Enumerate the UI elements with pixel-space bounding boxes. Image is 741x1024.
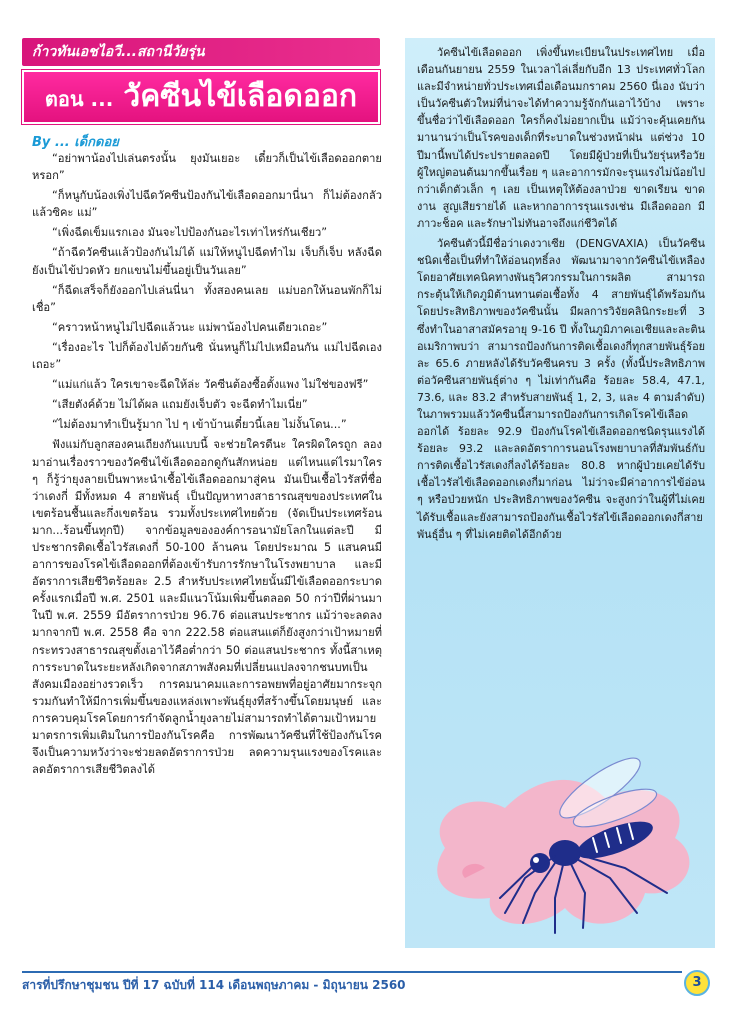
- mosquito-illustration: [405, 728, 715, 948]
- mosquito-thorax: [549, 840, 581, 866]
- dialogue-paragraph: “เสียตังค์ด้วย ไม่ได้ผล แถมยังเจ็บตัว จะฉีดทำไมเนี่ย”: [52, 398, 308, 412]
- right-column: [405, 38, 715, 948]
- body-paragraph: วัคซีนไข้เลือดออก เพิ่งขึ้นทะเบียนในประเทศไทย เมื่อเดือนกันยายน 2559 ในเวลาไล่เลี่ยกับอีก 13 ประเทศทั่วโลกและมีจำหน่ายทั่วประเทศเมื่อเดือนมกราคม 2560 นี่เอง นับว่าเป็นวัคซีนตัวใหม่ที่น่าจะได้ทำความรู้จักกันเอาไว้บ้าง เพราะขึ้นชื่อว่าไข้เลือดออก ใครก็คงไม่อยากเป็น แม้ว่าจะคุ้นเคยกันมานานว่าเป็นโรคของเด็กที่ระบาดในช่วงหน้าฝน แต่ช่วง 10 ปีมานี้พบได้ประปรายตลอดปี โดยมีผู้ป่วยที่เป็นวัยรุ่นหรือวัยผู้ใหญ่ตอนต้นมากขึ้นเรื่อย ๆ และอาการมักจะรุนแรงไม่น้อยไปกว่าเด็กตัวเล็ก ๆ เลย เป็นเหตุให้ต้องลาป่วย ขาดเรียน ขาดงาน สูญเสียรายได้ และหากอาการรุนแรงเช่น มีเลือดออก มีภาวะช็อค และรักษาไม่ทันอาจถึงแก่ชีวิตได้: [417, 46, 705, 230]
- body-paragraph: วัคซีนตัวนี้มีชื่อว่าเดงวาเซีย (DENGVAXIA) เป็นวัคซีนชนิดเชื้อเป็นที่ทำให้อ่อนฤทธิ์ลง พัฒนามาจากวัคซีนไข้เหลืองโดยอาศัยเทคนิคทางพันธุวิศวกรรมในการผลิต สามารถกระตุ้นให้เกิดภูมิต้านทานต่อเชื้อทั้ง 4 สายพันธุ์ได้พร้อมกัน โดยประสิทธิภาพของวัคซีนนั้น มีผลการวิจัยคลินิกระยะที่ 3 ซึ่งทำในอาสาสมัครอายุ 9-16 ปี ทั้งในภูมิภาคเอเชียและละตินอเมริกาพบว่า สามารถป้องกันการติดเชื้อเดงกี่ทุกสายพันธุ์ร้อยละ 65.6 ภายหลังได้รับวัคซีนครบ 3 ครั้ง (ทั้งนี้ประสิทธิภาพต่อวัคซีนสายพันธุ์ต่าง ๆ ไม่เท่ากันคือ ร้อยละ 58.4, 47.1, 73.6, และ 83.2 สำหรับสายพันธุ์ 1, 2, 3, และ 4 ตามลำดับ) ในภาพรวมแล้ววัคซีนนี้สามารถป้องกันการเกิดโรคไข้เลือดออกได้ ร้อยละ 92.9 ป้องกันโรคไข้เลือดออกชนิดรุนแรงได้ร้อยละ 93.2 และลดอัตราการนอนโรงพยาบาลที่สัมพันธ์กับการติดเชื้อไวรัสเดงกี่ลงได้ร้อยละ 80.8 หากผู้ป่วยเคยได้รับเชื้อไวรัสไข้เลือดออกเดงกี่มาก่อน ไม่ว่าจะมีค่าอาการไข้อ่อน ๆ หรือป่วยหนัก ประสิทธิภาพของวัคซีน จะสูงกว่าในผู้ที่ไม่เคยได้รับเชื้อและยังสามารถป้องกันเชื้อไวรัสไข้เลือดออกเดงกี่สายพันธุ์อื่น ๆ ที่ไม่เคยติดได้อีกด้วย: [417, 237, 705, 541]
- footer-publication: สารที่ปรึกษาชุมชน ปีที่ 17 ฉบับที่ 114 เดือนพฤษภาคม - มิถุนายน 2560: [22, 978, 406, 992]
- article-title: [22, 70, 380, 124]
- page-number: 3: [684, 970, 710, 996]
- dialogue-paragraph: “คราวหน้าหนูไม่ไปฉีดแล้วนะ แม่พาน้องไปคนเดียวเถอะ”: [52, 320, 328, 334]
- dialogue-paragraph: “แม่แก่แล้ว ใครเขาจะฉีดให้ล่ะ วัคซีนต้องซื้อตั้งแพง ไม่ใช่ของฟรี”: [52, 378, 369, 392]
- dialogue-paragraph: “ก็หนูกับน้องเพิ่งไปฉีดวัคซีนป้องกันไข้เลือดออกมานี่นา ก็ไม่ต้องกลัวแล้วซิคะ แม่”: [32, 189, 382, 220]
- left-column: [32, 150, 382, 970]
- dialogue-paragraph: “อย่าพาน้องไปเล่นตรงนั้น ยุงมันเยอะ เดี๋ยวก็เป็นไข้เลือดออกตายหรอก”: [32, 152, 382, 183]
- byline: By ... เด็กดอย: [32, 135, 119, 150]
- dialogue-paragraph: “เรื่องอะไร ไปก็ต้องไปด้วยกันซิ นั่นหนูก็ไม่ไปเหมือนกัน แม่ไปฉีดเองเถอะ”: [32, 340, 382, 372]
- right-column-text: [417, 44, 705, 546]
- title-prefix: ตอน ...: [44, 87, 114, 111]
- dialogue-paragraph: “ไม่ต้องมาทำเป็นรู้มาก ไป ๆ เข้าบ้านเดี๋ยวนี้เลย ไม่งั้นโดน...”: [52, 418, 347, 432]
- dialogue-paragraph: “ถ้าฉีดวัคซีนแล้วป้องกันไม่ได้ แม่ให้หนูไปฉีดทำไม เจ็บก็เจ็บ หลังฉีดยังเป็นไข้ปวดหัว ยกแขนไม่ขึ้นอยู่เป็นวันเลย”: [32, 246, 382, 277]
- dialogue-paragraph: “เพิ่งฉีดเข็มแรกเอง มันจะไปป้องกันอะไรเท่าไหร่กันเชียว”: [52, 226, 328, 240]
- dialogue-paragraph: “ก็ฉีดเสร็จก็ยังออกไปเล่นนี่นา ทั้งสองคนเลย แม่บอกให้นอนพักก็ไม่เชื่อ”: [32, 283, 382, 314]
- section-kicker: ก้าวทันเอชไอวี...สถานีวัยรุ่น: [22, 38, 380, 66]
- body-paragraph: ฟังแม่กับลูกสองคนเถียงกันแบบนี้ จะช่วยใครดีนะ ใครผิดใครถูก ลองมาอ่านเรื่องราวของวัคซีนไข้เลือดออกดูกันสักหน่อย แต่ไหนแต่ไรมาใคร ๆ ก็รู้ว่ายุงลายเป็นพาหะนำเชื้อไข้เลือดออกมาสู่คน มันเป็นเชื้อไวรัสที่ชื่อว่าเดงกี่ มีทั้งหมด 4 สายพันธุ์ เป็นปัญหาทางสาธารณสุขของประเทศในเขตร้อนชื้นและกึ่งเขตร้อน รวมทั้งประเทศไทยด้วย (จัดเป็นประเทศร้อนมาก...ร้อนขึ้นทุกปี) จากข้อมูลขององค์การอนามัยโลกในแต่ละปี มีประชากรติดเชื้อไวรัสเดงกี่ 50-100 ล้านคน โดยประมาณ 5 แสนคนมีอาการของโรคไข้เลือดออกที่ต้องเข้ารับการรักษาในโรงพยาบาล และมีอัตราการเสียชีวิตร้อยละ 2.5 สำหรับประเทศไทยนั้นมีไข้เลือดออกระบาดครั้งแรกเมื่อปี พ.ศ. 2501 และมีแนวโน้มเพิ่มขึ้นตลอด 50 กว่าปีที่ผ่านมา ในปี พ.ศ. 2559 มีอัตราการป่วย 96.76 ต่อแสนประชากร แม้ว่าจะลดลงมากจากปี พ.ศ. 2558 คือ จาก 222.58 ต่อแสนแต่ก็ยังสูงกว่าเป้าหมายที่กระทรวงสาธารณสุขตั้งเอาไว้คือต่ำกว่า 50 ต่อแสนประชากร ทั้งนี้สาเหตุการระบาดในระยะหลังเกิดจากสภาพสังคมที่เปลี่ยนแปลงจากชนบทเป็นสังคมเมืองอย่างรวดเร็ว การคมนาคมและการอพยพที่อยู่อาศัยมากระจุกรวมกันทำให้มีการเพิ่มขึ้นของแหล่งเพาะพันธุ์ยุงที่สร้างขึ้นโดยมนุษย์ และการควบคุมโรคโดยการกำจัดลูกน้ำยุงลายไม่สามารถทำได้ตามเป้าหมาย มาตรการเพิ่มเติมในการป้องกันโรคคือ การพัฒนาวัคซีนที่ใช้ป้องกันโรค จึงเป็นความหวังว่าจะช่วยลดอัตราการป่วย ลดความรุนแรงของโรคและลดอัตราการเสียชีวิตลงได้: [32, 438, 382, 777]
- title-main: วัคซีนไข้เลือดออก: [123, 79, 358, 114]
- footer-rule: [22, 971, 682, 973]
